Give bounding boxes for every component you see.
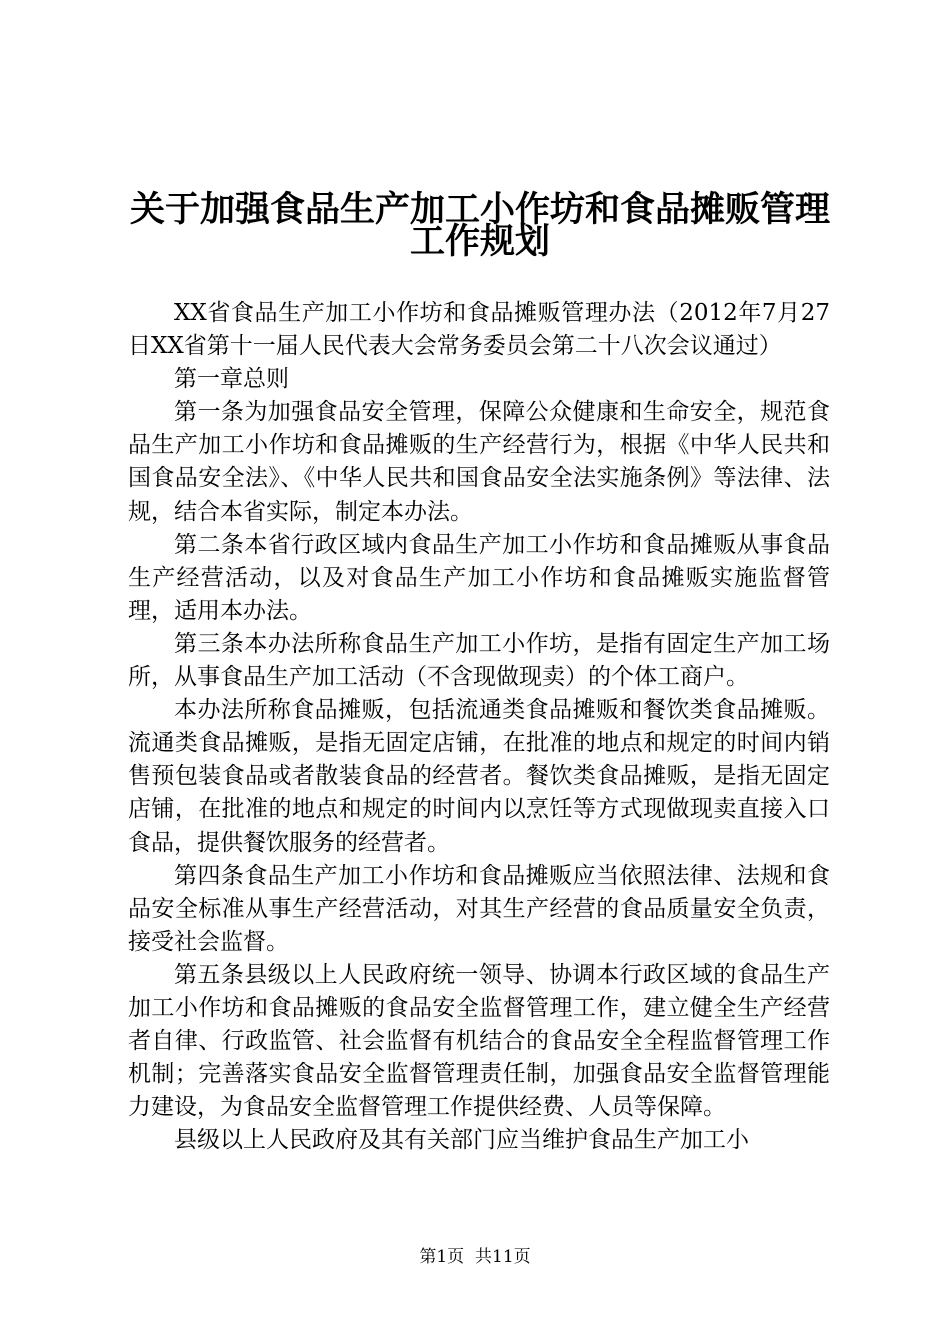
footer-spacer — [464, 1247, 475, 1267]
page-number: 第1页 — [419, 1247, 465, 1267]
paragraph-intro: XX省食品生产加工小作坊和食品摊贩管理办法（2012年7月27日XX省第十一届人民代表大会常务委员会第二十八次会议通过） — [128, 300, 830, 360]
paragraph-article-4: 第四条食品生产加工小作坊和食品摊贩应当依照法律、法规和食品安全标准从事生产经营活动，对其生产经营的食品质量安全负责，接受社会监督。 — [128, 862, 830, 955]
page-footer — [0, 1246, 950, 1268]
paragraph-government-duty: 县级以上人民政府及其有关部门应当维护食品生产加工小 — [174, 1127, 749, 1154]
paragraph-article-5: 第五条县级以上人民政府统一领导、协调本行政区域的食品生产加工小作坊和食品摊贩的食品安全监督管理工作，建立健全生产经营者自律、行政监管、社会监督有机结合的食品安全全程监督管理工作机制；完善落实食品安全监督管理责任制，加强食品安全监督管理能力建设，为食品安全监督管理工作提供经费、人员等保障。 — [128, 961, 830, 1121]
document-title-line-2: 工作规划 — [409, 222, 550, 262]
paragraph-article-1: 第一条为加强食品安全管理，保障公众健康和生命安全，规范食品生产加工小作坊和食品摊贩的生产经营行为，根据《中华人民共和国食品安全法》、《中华人民共和国食品安全法实施条例》等法律、法规，结合本省实际，制定本办法。 — [128, 399, 830, 525]
paragraph-chapter-heading: 第一章总则 — [174, 366, 289, 393]
paragraph-food-vendor-definition: 本办法所称食品摊贩，包括流通类食品摊贩和餐饮类食品摊贩。流通类食品摊贩，是指无固定店铺，在批准的地点和规定的时间内销售预包装食品或者散装食品的经营者。餐饮类食品摊贩，是指无固定店铺，在批准的地点和规定的时间内以烹饪等方式现做现卖直接入口食品，提供餐饮服务的经营者。 — [128, 697, 830, 856]
total-pages: 共11页 — [475, 1247, 531, 1267]
paragraph-article-2: 第二条本省行政区域内食品生产加工小作坊和食品摊贩从事食品生产经营活动，以及对食品生产加工小作坊和食品摊贩实施监督管理，适用本办法。 — [128, 531, 830, 624]
paragraph-article-3: 第三条本办法所称食品生产加工小作坊，是指有固定生产加工场所，从事食品生产加工活动（不含现做现卖）的个体工商户。 — [128, 630, 830, 691]
document-body — [128, 297, 830, 1157]
document-title-line-1: 关于加强食品生产加工小作坊和食品摊贩管理 — [129, 190, 830, 230]
